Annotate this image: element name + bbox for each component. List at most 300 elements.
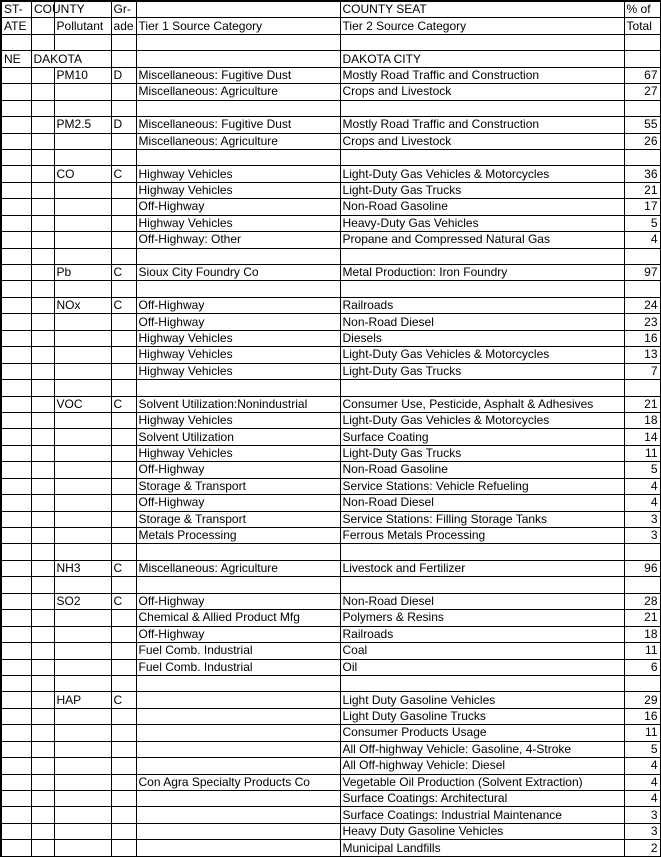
pct-cell: 96 (624, 560, 660, 576)
blank-row (1, 380, 660, 396)
tier2-cell: Surface Coating (340, 429, 624, 445)
tier2-cell: Diesels (340, 330, 624, 346)
table-row (1, 182, 660, 198)
tier2-cell (340, 248, 624, 264)
tier1-cell (136, 149, 340, 165)
table-row (1, 330, 660, 346)
table-row (1, 807, 660, 823)
tier1-cell: Off-Highway (136, 199, 340, 215)
pollutant-cell (54, 725, 111, 741)
grade-cell (111, 215, 136, 231)
tier2-cell: Light Duty Gasoline Trucks (340, 708, 624, 724)
pct-cell: 29 (624, 692, 660, 708)
county-cell (31, 133, 54, 149)
county-cell (31, 495, 54, 511)
table-row (1, 363, 660, 379)
pollutant-cell (54, 758, 111, 774)
tier2-cell: All Off-highway Vehicle: Diesel (340, 758, 624, 774)
tier2-cell: Railroads (340, 297, 624, 313)
table-row (1, 133, 660, 149)
tier2-cell: Service Stations: Vehicle Refueling (340, 478, 624, 494)
header-row-1 (1, 1, 660, 18)
cell (54, 34, 111, 50)
pollutant-cell (54, 544, 111, 560)
pollutant-cell (54, 429, 111, 445)
tier1-cell: Chemical & Allied Product Mfg (136, 610, 340, 626)
county-cell (31, 725, 54, 741)
header-grade-top: Gr- (111, 1, 136, 18)
state-cell (1, 100, 31, 116)
county-cell (31, 659, 54, 675)
table-row (1, 215, 660, 231)
tier1-cell: Highway Vehicles (136, 412, 340, 428)
tier1-cell: Sioux City Foundry Co (136, 265, 340, 281)
state-cell (1, 741, 31, 757)
pct-cell: 5 (624, 215, 660, 231)
state-cell (1, 560, 31, 576)
county-cell (31, 363, 54, 379)
county-cell (31, 544, 54, 560)
grade-cell (111, 610, 136, 626)
grade-cell (111, 100, 136, 116)
tier2-cell (340, 380, 624, 396)
county-cell (31, 314, 54, 330)
county-cell (31, 577, 54, 593)
pct-cell: 18 (624, 626, 660, 642)
pct-cell (624, 149, 660, 165)
state-cell (1, 297, 31, 313)
state-cell (1, 610, 31, 626)
cell (111, 34, 136, 50)
pct-cell (624, 281, 660, 297)
county-seat-cell: DAKOTA CITY (340, 51, 624, 67)
header-county-bottom (31, 18, 54, 34)
grade-cell: D (111, 67, 136, 83)
pct-cell: 4 (624, 758, 660, 774)
state-cell (1, 445, 31, 461)
cell (136, 51, 340, 67)
cell (340, 34, 624, 50)
county-cell (31, 347, 54, 363)
pollutant-cell (54, 708, 111, 724)
county-cell (31, 626, 54, 642)
state-cell (1, 330, 31, 346)
tier2-cell (340, 544, 624, 560)
tier1-cell (136, 741, 340, 757)
table-row (1, 396, 660, 412)
header-state: ST- (2, 2, 32, 17)
state-cell (1, 478, 31, 494)
grade-cell (111, 281, 136, 297)
tier1-cell: Off-Highway (136, 462, 340, 478)
blank-row (1, 281, 660, 297)
cell (111, 51, 136, 67)
tier2-cell: Consumer Use, Pesticide, Asphalt & Adhesives (340, 396, 624, 412)
county-cell (31, 380, 54, 396)
blank-row (1, 34, 660, 50)
state-cell (1, 544, 31, 560)
pollutant-cell: PM10 (54, 67, 111, 83)
state-cell (1, 675, 31, 691)
table-row (1, 166, 660, 182)
pollutant-cell (54, 659, 111, 675)
location-row (1, 51, 660, 67)
pct-cell (624, 675, 660, 691)
pollutant-cell (54, 495, 111, 511)
pct-cell: 11 (624, 643, 660, 659)
header-state-bottom: ATE (1, 18, 31, 34)
tier2-cell (340, 577, 624, 593)
grade-cell (111, 675, 136, 691)
county-cell (31, 840, 54, 856)
county-cell (31, 462, 54, 478)
pollutant-cell: CO (54, 166, 111, 182)
state-cell (1, 347, 31, 363)
grade-cell (111, 741, 136, 757)
tier1-cell: Off-Highway (136, 297, 340, 313)
county-cell (31, 692, 54, 708)
tier2-cell: Municipal Landfills (340, 840, 624, 856)
pct-cell: 17 (624, 199, 660, 215)
header-county: COUNTY (34, 2, 85, 17)
pollutant-cell (54, 149, 111, 165)
grade-cell (111, 758, 136, 774)
county-cell: DAKOTA (31, 51, 111, 67)
grade-cell (111, 823, 136, 839)
pct-cell: 4 (624, 478, 660, 494)
grade-cell (111, 133, 136, 149)
pct-cell: 97 (624, 265, 660, 281)
pollutant-cell: NH3 (54, 560, 111, 576)
pct-cell: 67 (624, 67, 660, 83)
tier1-cell: Off-Highway (136, 626, 340, 642)
county-cell (31, 560, 54, 576)
pct-cell: 21 (624, 610, 660, 626)
county-cell (31, 643, 54, 659)
header-grade-bottom: ade (111, 18, 136, 34)
state-cell (1, 528, 31, 544)
state-cell (1, 149, 31, 165)
tier2-cell: Propane and Compressed Natural Gas (340, 232, 624, 248)
header-blank-tier1 (136, 1, 340, 18)
header-row-2 (1, 18, 660, 34)
header-state-county (1, 1, 85, 18)
tier2-cell: All Off-highway Vehicle: Gasoline, 4-Stroke (340, 741, 624, 757)
tier1-cell: Miscellaneous: Agriculture (136, 84, 340, 100)
tier1-cell: Highway Vehicles (136, 182, 340, 198)
table-row (1, 610, 660, 626)
pct-cell: 11 (624, 725, 660, 741)
state-cell (1, 182, 31, 198)
table-row (1, 528, 660, 544)
tier2-cell: Railroads (340, 626, 624, 642)
pollutant-cell (54, 774, 111, 790)
county-cell (31, 791, 54, 807)
pollutant-cell (54, 511, 111, 527)
grade-cell (111, 412, 136, 428)
state-cell (1, 791, 31, 807)
county-cell (31, 511, 54, 527)
grade-cell (111, 314, 136, 330)
table-row (1, 692, 660, 708)
table-row (1, 840, 660, 856)
county-cell (31, 215, 54, 231)
grade-cell (111, 199, 136, 215)
pollutant-cell (54, 445, 111, 461)
table-row (1, 643, 660, 659)
tier1-cell: Highway Vehicles (136, 363, 340, 379)
pollutant-cell (54, 643, 111, 659)
grade-cell (111, 347, 136, 363)
pct-cell: 55 (624, 117, 660, 133)
pollutant-cell: HAP (54, 692, 111, 708)
table-row (1, 774, 660, 790)
blank-row (1, 577, 660, 593)
tier2-cell: Heavy-Duty Gas Vehicles (340, 215, 624, 231)
pct-cell: 21 (624, 396, 660, 412)
pollutant-cell (54, 84, 111, 100)
table-row (1, 297, 660, 313)
tier2-cell: Consumer Products Usage (340, 725, 624, 741)
pct-cell: 21 (624, 182, 660, 198)
pct-cell: 7 (624, 363, 660, 379)
state-cell (1, 429, 31, 445)
state-cell (1, 363, 31, 379)
county-cell (31, 741, 54, 757)
pct-cell: 11 (624, 445, 660, 461)
tier2-cell (340, 100, 624, 116)
tier2-cell: Surface Coatings: Industrial Maintenance (340, 807, 624, 823)
pct-cell: 4 (624, 774, 660, 790)
table-row (1, 67, 660, 83)
grade-cell (111, 84, 136, 100)
grade-cell (111, 462, 136, 478)
pct-cell (624, 544, 660, 560)
county-cell (31, 823, 54, 839)
tier1-cell (136, 807, 340, 823)
table-row (1, 199, 660, 215)
header-tier2: Tier 2 Source Category (340, 18, 624, 34)
pollutant-cell (54, 577, 111, 593)
header-pct-top: % of (624, 1, 660, 18)
county-cell (31, 117, 54, 133)
table-row (1, 560, 660, 576)
tier1-cell: Miscellaneous: Fugitive Dust (136, 117, 340, 133)
pollutant-cell: PM2.5 (54, 117, 111, 133)
tier2-cell: Service Stations: Filling Storage Tanks (340, 511, 624, 527)
grade-cell (111, 232, 136, 248)
state-cell (1, 807, 31, 823)
state-cell (1, 412, 31, 428)
tier1-cell (136, 544, 340, 560)
table-row (1, 84, 660, 100)
county-cell (31, 708, 54, 724)
tier2-cell: Livestock and Fertilizer (340, 560, 624, 576)
tier2-cell: Light-Duty Gas Trucks (340, 363, 624, 379)
grade-cell: C (111, 297, 136, 313)
grade-cell (111, 495, 136, 511)
tier2-cell: Non-Road Gasoline (340, 199, 624, 215)
tier1-cell: Highway Vehicles (136, 215, 340, 231)
pollutant-cell: Pb (54, 265, 111, 281)
tier1-cell (136, 692, 340, 708)
pollutant-cell (54, 281, 111, 297)
tier2-cell: Non-Road Gasoline (340, 462, 624, 478)
header-tier1: Tier 1 Source Category (136, 18, 340, 34)
county-cell (31, 528, 54, 544)
grade-cell: C (111, 692, 136, 708)
table-row (1, 314, 660, 330)
pct-cell: 2 (624, 840, 660, 856)
grade-cell (111, 182, 136, 198)
state-cell (1, 708, 31, 724)
county-cell (31, 758, 54, 774)
grade-cell (111, 511, 136, 527)
cell (31, 34, 54, 50)
state-cell (1, 265, 31, 281)
county-cell (31, 330, 54, 346)
pollutant-cell (54, 412, 111, 428)
tier1-cell: Storage & Transport (136, 511, 340, 527)
tier1-cell (136, 380, 340, 396)
tier1-cell: Solvent Utilization:Nonindustrial (136, 396, 340, 412)
tier2-cell: Light-Duty Gas Vehicles & Motorcycles (340, 166, 624, 182)
grade-cell: C (111, 593, 136, 609)
table-row (1, 232, 660, 248)
grade-cell (111, 429, 136, 445)
grade-cell (111, 363, 136, 379)
pct-cell: 3 (624, 823, 660, 839)
tier1-cell (136, 281, 340, 297)
state-cell (1, 462, 31, 478)
blank-row (1, 100, 660, 116)
tier1-cell (136, 840, 340, 856)
tier2-cell: Light Duty Gasoline Vehicles (340, 692, 624, 708)
pct-cell: 24 (624, 297, 660, 313)
pct-cell: 4 (624, 495, 660, 511)
tier2-cell: Light-Duty Gas Trucks (340, 445, 624, 461)
blank-row (1, 675, 660, 691)
table-row (1, 347, 660, 363)
blank-row (1, 248, 660, 264)
grade-cell (111, 330, 136, 346)
tier1-cell: Off-Highway (136, 314, 340, 330)
county-cell (31, 232, 54, 248)
pollutant-cell: SO2 (54, 593, 111, 609)
tier2-cell: Oil (340, 659, 624, 675)
table-row (1, 511, 660, 527)
tier2-cell: Crops and Livestock (340, 133, 624, 149)
pct-cell: 16 (624, 708, 660, 724)
pollutant-cell (54, 610, 111, 626)
table-row (1, 478, 660, 494)
county-cell (31, 774, 54, 790)
pct-cell: 14 (624, 429, 660, 445)
tier1-cell: Con Agra Specialty Products Co (136, 774, 340, 790)
state-cell (1, 380, 31, 396)
pollutant-cell (54, 330, 111, 346)
table-row (1, 593, 660, 609)
state-cell (1, 659, 31, 675)
table-row (1, 429, 660, 445)
pollutant-cell (54, 380, 111, 396)
tier1-cell: Fuel Comb. Industrial (136, 659, 340, 675)
tier2-cell: Light-Duty Gas Vehicles & Motorcycles (340, 347, 624, 363)
pollutant-cell (54, 791, 111, 807)
pct-cell (624, 577, 660, 593)
county-cell (31, 297, 54, 313)
table-row (1, 758, 660, 774)
grade-cell: C (111, 560, 136, 576)
state-cell (1, 232, 31, 248)
tier1-cell (136, 675, 340, 691)
state-cell (1, 166, 31, 182)
table-row (1, 708, 660, 724)
pct-cell: 4 (624, 791, 660, 807)
state-cell (1, 281, 31, 297)
pollutant-cell (54, 807, 111, 823)
pct-cell: 6 (624, 659, 660, 675)
table-row (1, 462, 660, 478)
grade-cell (111, 807, 136, 823)
table-row (1, 725, 660, 741)
grade-cell (111, 478, 136, 494)
cell (624, 34, 660, 50)
tier2-cell: Coal (340, 643, 624, 659)
grade-cell: C (111, 166, 136, 182)
header-pct-bottom: Total (624, 18, 660, 34)
tier1-cell: Metals Processing (136, 528, 340, 544)
tier1-cell: Highway Vehicles (136, 330, 340, 346)
tier1-cell (136, 708, 340, 724)
table-row (1, 265, 660, 281)
grade-cell: D (111, 117, 136, 133)
tier2-cell: Polymers & Resins (340, 610, 624, 626)
tier2-cell (340, 149, 624, 165)
tier2-cell: Light-Duty Gas Trucks (340, 182, 624, 198)
pct-cell: 4 (624, 232, 660, 248)
tier1-cell: Miscellaneous: Agriculture (136, 133, 340, 149)
table-row (1, 495, 660, 511)
pollutant-cell (54, 363, 111, 379)
grade-cell (111, 791, 136, 807)
state-cell (1, 67, 31, 83)
grade-cell (111, 725, 136, 741)
tier2-cell: Non-Road Diesel (340, 593, 624, 609)
tier2-cell: Crops and Livestock (340, 84, 624, 100)
pct-cell (624, 100, 660, 116)
cell (1, 34, 31, 50)
table-row (1, 117, 660, 133)
table-row (1, 445, 660, 461)
tier1-cell: Off-Highway: Other (136, 232, 340, 248)
pollutant-cell (54, 462, 111, 478)
tier2-cell: Non-Road Diesel (340, 314, 624, 330)
pct-cell: 5 (624, 741, 660, 757)
tier1-cell (136, 791, 340, 807)
pct-cell: 3 (624, 528, 660, 544)
county-cell (31, 412, 54, 428)
tier1-cell: Off-Highway (136, 593, 340, 609)
tier2-cell: Vegetable Oil Production (Solvent Extraction) (340, 774, 624, 790)
table-row (1, 741, 660, 757)
pct-cell: 16 (624, 330, 660, 346)
tier1-cell (136, 100, 340, 116)
grade-cell (111, 445, 136, 461)
pollutant-cell (54, 840, 111, 856)
grade-cell (111, 149, 136, 165)
pct-cell (624, 380, 660, 396)
